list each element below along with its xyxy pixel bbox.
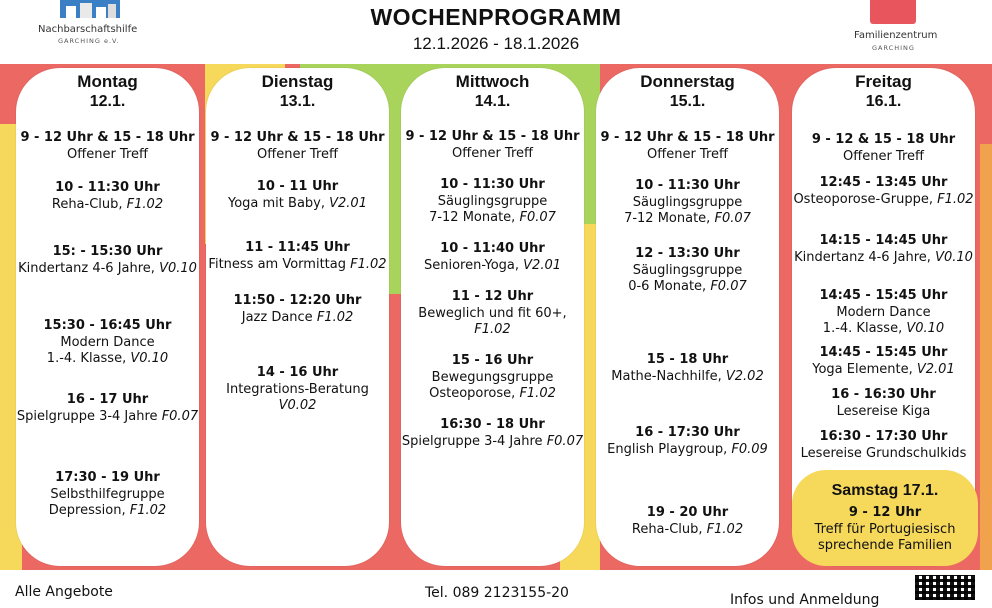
event-desc-text: English Playgroup, (607, 441, 728, 457)
event-desc (16, 197, 199, 214)
event-desc-text: Bewegungsgruppe Osteoporose, (429, 369, 554, 401)
day-name: Dienstag (261, 72, 334, 91)
event-room: F1.02 (129, 503, 167, 518)
event-item (401, 129, 584, 162)
event-item (596, 425, 779, 458)
event-time: 9 - 12 & 15 - 18 Uhr (811, 132, 956, 147)
event-time: 11 - 12 Uhr (451, 289, 534, 304)
event-desc (206, 196, 389, 213)
event-item (792, 233, 975, 266)
event-desc (206, 257, 389, 274)
event-time: 15 - 18 Uhr (646, 352, 729, 367)
event-room: F1.02 (706, 521, 744, 537)
event-desc-text: Kindertanz 4-6 Jahre, (18, 260, 155, 276)
event-desc-text: Offener Treff (257, 146, 338, 162)
event-room: F0.09 (731, 441, 768, 457)
event-room: F0.07 (519, 210, 556, 225)
event-room: F0.07 (714, 211, 751, 226)
event-desc-text: Lesereise Grundschulkids (800, 445, 967, 461)
logo-right-town: GARCHING (872, 44, 915, 52)
event-time: 16 - 17:30 Uhr (635, 425, 740, 440)
event-desc-text: Lesereise Kiga (836, 403, 931, 419)
event-room: V0.10 (159, 260, 197, 276)
event-time: 14:45 - 15:45 Uhr (819, 345, 948, 360)
event-item (596, 246, 779, 296)
event-time: 10 - 11 Uhr (256, 179, 339, 194)
event-desc-text: Yoga Elemente, (812, 361, 913, 377)
event-room: F0.07 (546, 433, 584, 449)
event-desc (401, 146, 584, 163)
event-item (401, 417, 584, 450)
event-desc (206, 382, 389, 415)
event-room: F1.02 (937, 191, 974, 207)
event-desc-text: Selbsthilfegruppe Depression, (48, 486, 165, 518)
saturday-title: Samstag 17.1. (831, 482, 939, 499)
event-time: 9 - 12 Uhr & 15 - 18 Uhr (405, 129, 580, 144)
event-desc (401, 306, 584, 339)
event-desc (401, 194, 584, 227)
event-desc-text: Integrations-Beratung (226, 381, 369, 397)
event-desc (16, 147, 199, 164)
event-time: 16 - 17 Uhr (66, 392, 149, 407)
event-time: 10 - 11:40 Uhr (440, 241, 545, 256)
event-item (792, 288, 975, 338)
event-desc (401, 434, 584, 451)
event-desc-text: Jazz Dance (241, 309, 313, 325)
event-desc-text: Beweglich und fit 60+, (418, 305, 567, 321)
event-item (596, 178, 779, 228)
event-desc-text: Reha-Club, (51, 196, 123, 212)
event-desc-text: Fitness am Vormittag (208, 256, 346, 272)
event-room: F0.07 (161, 408, 199, 424)
event-time: 12 - 13:30 Uhr (635, 246, 740, 261)
footer-info: Infos und Anmeldung (730, 592, 880, 608)
event-time: 17:30 - 19 Uhr (55, 470, 160, 485)
event-item (401, 241, 584, 274)
event-item (206, 179, 389, 212)
event-time: 16:30 - 17:30 Uhr (819, 429, 948, 444)
event-desc (792, 305, 975, 338)
event-time: 15: - 15:30 Uhr (52, 244, 163, 259)
event-room: V0.10 (935, 249, 973, 265)
day-card-dienstag (206, 68, 389, 566)
event-item (206, 293, 389, 326)
event-desc (792, 362, 975, 379)
event-room: F1.02 (474, 322, 511, 337)
event-desc-text: Säuglingsgruppe 0-6 Monate, (628, 262, 743, 294)
family-logo-icon (870, 0, 916, 24)
event-time: 15:30 - 16:45 Uhr (43, 318, 172, 333)
event-time: 9 - 12 Uhr & 15 - 18 Uhr (600, 130, 775, 145)
event-desc (16, 335, 199, 368)
event-desc (401, 258, 584, 275)
day-name: Mittwoch (455, 72, 530, 91)
event-desc (16, 487, 199, 520)
event-item (596, 505, 779, 538)
event-time: 14:45 - 15:45 Uhr (819, 288, 948, 303)
event-desc: Treff für Portugiesisch sprechende Familien (814, 521, 956, 553)
event-room: V2.02 (725, 368, 764, 384)
event-time: 16 - 16:30 Uhr (831, 387, 936, 402)
day-name: Montag (77, 72, 138, 91)
event-item (16, 470, 199, 520)
event-desc (401, 370, 584, 403)
event-time: 12:45 - 13:45 Uhr (819, 175, 948, 190)
event-item (792, 175, 975, 208)
event-desc-text: Senioren-Yoga, (423, 257, 520, 273)
event-item (16, 180, 199, 213)
event-room: V0.10 (130, 351, 169, 366)
event-item (401, 289, 584, 339)
event-time: 10 - 11:30 Uhr (635, 178, 740, 193)
event-desc (792, 250, 975, 267)
footer-phone: Tel. 089 2123155-20 (425, 585, 569, 601)
event-desc-text: Yoga mit Baby, (228, 195, 325, 211)
event-desc (596, 369, 779, 386)
day-date: 13.1. (279, 93, 316, 110)
event-item (206, 130, 389, 163)
week-range: 12.1.2026 - 18.1.2026 (412, 34, 580, 53)
event-desc (596, 263, 779, 296)
event-item (16, 318, 199, 368)
event-desc (206, 310, 389, 327)
event-room: V2.01 (916, 361, 955, 377)
page-title: WOCHENPROGRAMM (370, 4, 622, 30)
event-time: 16:30 - 18 Uhr (440, 417, 545, 432)
event-time: 11 - 11:45 Uhr (245, 240, 350, 255)
event-time: 10 - 11:30 Uhr (440, 177, 545, 192)
day-date: 16.1. (865, 93, 902, 110)
event-desc-text: Osteoporose-Gruppe, (793, 191, 933, 207)
event-desc-text: Säuglingsgruppe 7-12 Monate, (624, 194, 743, 226)
event-room: V2.01 (329, 195, 367, 211)
event-desc-text: Spielgruppe 3-4 Jahre (401, 433, 543, 449)
event-time: 9 - 12 Uhr (848, 505, 922, 520)
event-desc-text: Reha-Club, (631, 521, 703, 537)
footer-offers: Alle Angebote (15, 584, 113, 600)
event-item (596, 130, 779, 163)
logo-right-name: Familienzentrum (854, 30, 938, 41)
header (0, 0, 992, 64)
event-desc-text: Modern Dance 1.-4. Klasse, (822, 304, 931, 336)
event-desc-text: Säuglingsgruppe 7-12 Monate, (429, 193, 548, 225)
event-item (596, 352, 779, 385)
day-name: Freitag (855, 72, 912, 91)
event-desc-text: Mathe-Nachhilfe, (611, 368, 722, 384)
event-desc (792, 149, 975, 166)
event-item (792, 429, 975, 462)
logo-left-town: GARCHING e.V. (58, 37, 120, 45)
event-room: F1.02 (126, 196, 164, 212)
event-time: 9 - 12 Uhr & 15 - 18 Uhr (20, 130, 195, 145)
saturday-card (792, 470, 978, 566)
day-card-montag (16, 68, 199, 566)
event-desc (596, 147, 779, 164)
footer (0, 570, 992, 608)
event-desc-text: Offener Treff (452, 145, 533, 161)
event-time: 14:15 - 14:45 Uhr (819, 233, 948, 248)
event-time: 14 - 16 Uhr (256, 365, 339, 380)
event-desc (596, 195, 779, 228)
event-room: F1.02 (519, 386, 556, 401)
event-item (401, 353, 584, 403)
event-desc-text: Modern Dance 1.-4. Klasse, (46, 334, 155, 366)
event-desc (16, 409, 199, 426)
event-item (792, 132, 975, 165)
event-item (206, 240, 389, 273)
event-item (401, 177, 584, 227)
day-name: Donnerstag (640, 72, 735, 91)
event-room: F0.07 (710, 279, 747, 294)
event-desc (596, 442, 779, 459)
qr-code-icon[interactable] (915, 575, 975, 600)
day-date: 12.1. (89, 93, 126, 110)
event-time: 10 - 11:30 Uhr (55, 180, 160, 195)
day-card-mittwoch (401, 68, 584, 566)
event-desc-text: Kindertanz 4-6 Jahre, (794, 249, 931, 265)
event-item (792, 345, 975, 378)
event-room: V0.02 (278, 398, 317, 413)
day-card-donnerstag (596, 68, 779, 566)
event-desc (206, 147, 389, 164)
event-desc (792, 192, 975, 209)
event-time: 11:50 - 12:20 Uhr (233, 293, 362, 308)
saturday-event (792, 505, 978, 555)
event-item (206, 365, 389, 415)
event-desc-text: Offener Treff (647, 146, 728, 162)
event-item (16, 130, 199, 163)
logo-left-name: Nachbarschaftshilfe (38, 24, 138, 35)
event-time: 19 - 20 Uhr (646, 505, 729, 520)
event-desc-text: Spielgruppe 3-4 Jahre (16, 408, 158, 424)
day-date: 14.1. (474, 93, 511, 110)
event-desc (596, 522, 779, 539)
event-desc (792, 446, 975, 463)
event-desc-text: Offener Treff (843, 148, 924, 164)
event-room: V0.10 (906, 321, 945, 336)
event-item (16, 392, 199, 425)
day-date: 15.1. (669, 93, 706, 110)
event-room: F1.02 (316, 309, 354, 325)
event-time: 15 - 16 Uhr (451, 353, 534, 368)
familienzentrum-logo (850, 0, 950, 56)
event-room: F1.02 (350, 256, 387, 272)
event-desc (16, 261, 199, 278)
event-item (792, 387, 975, 420)
event-item (16, 244, 199, 277)
event-time: 9 - 12 Uhr & 15 - 18 Uhr (210, 130, 385, 145)
event-desc-text: Offener Treff (67, 146, 148, 162)
event-desc (792, 404, 975, 421)
event-room: V2.01 (523, 257, 561, 273)
